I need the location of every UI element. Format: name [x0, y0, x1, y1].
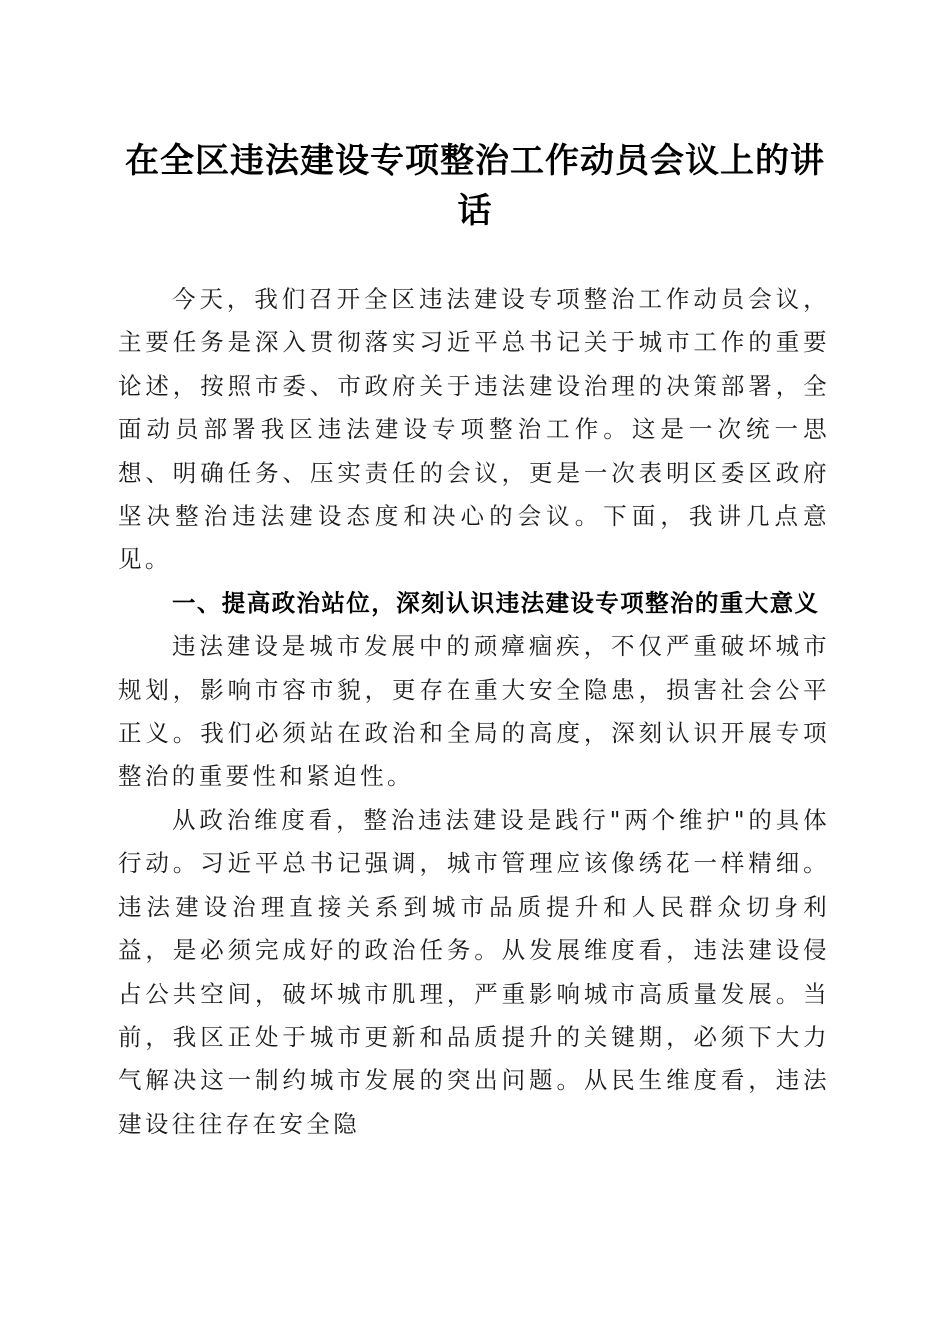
intro-paragraph: 今天，我们召开全区违法建设专项整治工作动员会议，主要任务是深入贯彻落实习近平总书记关于城市工作的重要论述，按照市委、市政府关于违法建设治理的决策部署，全面动员部署我区违法建设专项整治工作。这是一次统一思想、明确任务、压实责任的会议，更是一次表明区委区政府坚决整治违法建设态度和决心的会议。下面，我讲几点意见。 — [118, 285, 830, 574]
section-1-paragraph-2: 从政治维度看，整治违法建设是践行"两个维护"的具体行动。习近平总书记强调，城市管理应该像绣花一样精细。违法建设治理直接关系到城市品质提升和人民群众切身利益，是必须完成好的政治任务。从发展维度看，违法建设侵占公共空间，破坏城市肌理，严重影响城市高质量发展。当前，我区正处于城市更新和品质提升的关键期，必须下大力气解决这一制约城市发展的突出问题。从民生维度看，违法建设往往存在安全隐 — [118, 805, 830, 1138]
document-title: 在全区违法建设专项整治工作动员会议上的讲话 — [125, 141, 825, 231]
section-heading-1: 一、提高政治站位，深刻认识违法建设专项整治的重大意义 — [172, 588, 820, 617]
section-1-paragraph-1: 违法建设是城市发展中的顽瘴痼疾，不仅严重破坏城市规划，影响市容市貌，更存在重大安全隐患，损害社会公平正义。我们必须站在政治和全局的高度，深刻认识开展专项整治的重要性和紧迫性。 — [118, 632, 830, 791]
document-body — [118, 278, 830, 1146]
